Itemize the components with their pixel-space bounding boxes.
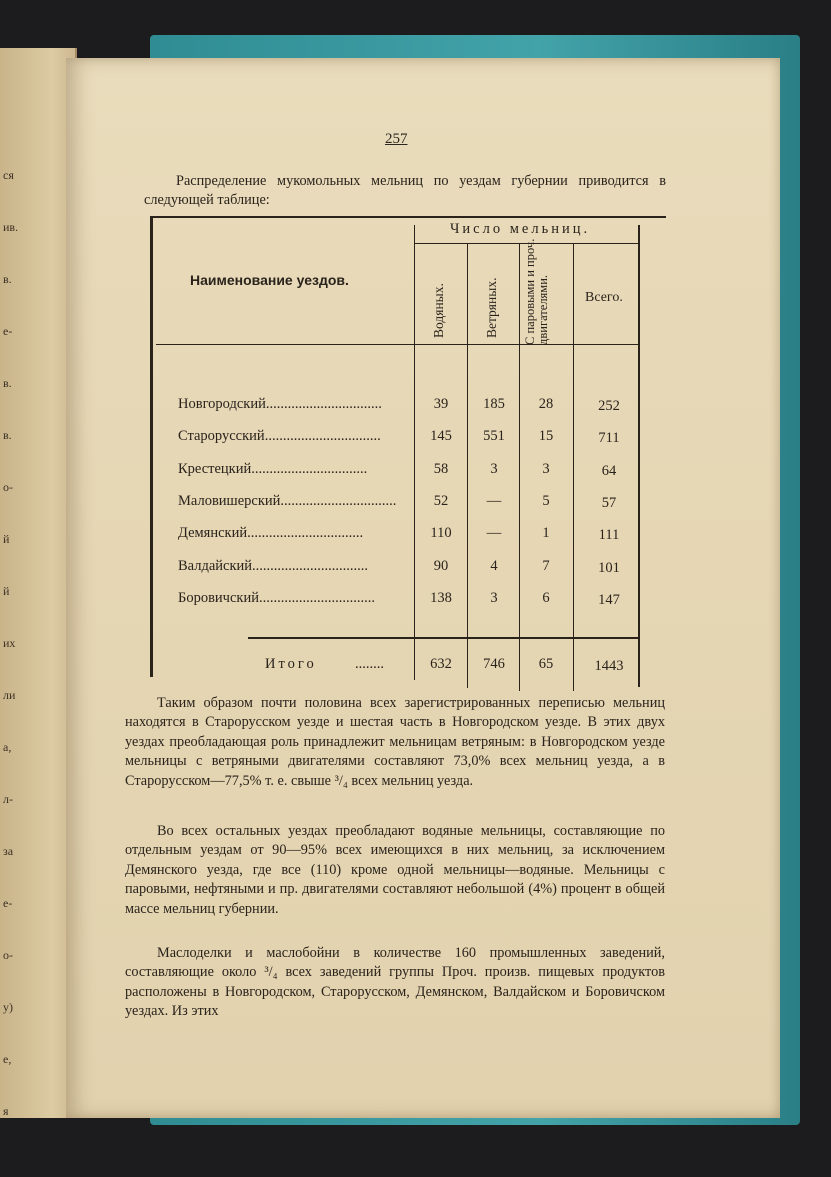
table-cell: 7 bbox=[542, 557, 550, 574]
column-header-steam: С паровыми и проч. двигателями. bbox=[523, 238, 550, 345]
left-page-fragment: у) bbox=[3, 1000, 13, 1014]
left-page-fragment: й bbox=[3, 584, 10, 598]
table-cell: 110 bbox=[430, 525, 452, 542]
table-row bbox=[178, 396, 410, 413]
dot-leader: ................................ bbox=[252, 557, 369, 574]
page-number: 257 bbox=[385, 131, 408, 147]
table-cell: 138 bbox=[430, 589, 452, 606]
body-paragraph-2: Во всех остальных уездах преобладают водяные мельницы, составляющие по отдельным уездам от 90—95% всех имеющихся в них мельниц, за исключением Демянского уезда, где все (110) кроме одной мельницы—водяные. Мельницы с паровыми, нефтяными и пр. двигателями составляют небольшой (4%) процент в общей массе мельниц губернии. bbox=[125, 823, 665, 917]
table-row bbox=[178, 493, 410, 510]
total-label: Итого bbox=[265, 656, 317, 672]
district-name: Маловишерский bbox=[178, 492, 281, 509]
table-cell: — bbox=[486, 525, 502, 542]
left-page-fragment: в. bbox=[3, 272, 12, 286]
table-row bbox=[178, 428, 410, 445]
table-cell: 3 bbox=[490, 589, 498, 606]
district-name-header: Наименование уездов. bbox=[190, 272, 349, 288]
column-divider bbox=[467, 243, 468, 688]
left-page-fragment: в. bbox=[3, 376, 12, 390]
column-divider bbox=[414, 225, 415, 680]
dot-leader: ................................ bbox=[251, 460, 368, 477]
dot-leader: ................................ bbox=[264, 428, 381, 445]
table-cell: 551 bbox=[483, 428, 505, 445]
table-cell: 101 bbox=[598, 559, 620, 576]
body-paragraph-3: Маслоделки и маслобойни в количестве 160 промышленных заведений, составляющие около ³/₄ всех заведений группы Проч. произв. пищевых продуктов расположены в Новгородском, Старорусском, Демянском, Валдайском и Боровичском уездах. Из этих bbox=[125, 945, 665, 1020]
table-cell: 1 bbox=[542, 525, 550, 542]
body-paragraph-1: Таким образом почти половина всех зарегистрированных переписью мельниц находятся в Старорусском уезде и шестая часть в Новгородском уезде. В этих двух уездах преобладающая роль принадлежит мельницам ветряным: в Новгородском уезде мельницы с ветряными двигателями составляют 73,0% всех мельниц уезда, а в Старорусском—77,5% т. е. свыше ³/₄ всех мельниц уезда. bbox=[125, 695, 665, 789]
table-cell: 147 bbox=[598, 591, 620, 608]
table-cell: 3 bbox=[542, 460, 550, 477]
total-all: 1443 bbox=[594, 658, 624, 674]
table-cell: 185 bbox=[483, 396, 505, 412]
left-page-fragment: ли bbox=[3, 688, 16, 702]
table-top-rule bbox=[150, 216, 666, 218]
table-row bbox=[178, 525, 410, 542]
table-row bbox=[178, 461, 410, 478]
dot-leader: ................................ bbox=[265, 396, 382, 412]
district-name: Крестецкий bbox=[178, 460, 252, 477]
table-right-border bbox=[638, 225, 640, 687]
left-page-fragment: ив. bbox=[3, 220, 19, 234]
dot-leader: ................................ bbox=[258, 589, 375, 606]
table-cell: 5 bbox=[542, 492, 550, 509]
left-page-fragment: й bbox=[3, 532, 10, 546]
table-cell: 6 bbox=[542, 589, 550, 606]
district-name: Валдайский bbox=[178, 557, 253, 574]
table-row bbox=[178, 558, 410, 575]
district-name: Демянский bbox=[178, 525, 248, 542]
table-cell: 145 bbox=[430, 428, 452, 445]
column-divider bbox=[573, 243, 574, 691]
group-header: Число мельниц. bbox=[450, 221, 591, 237]
table-cell: 3 bbox=[490, 460, 498, 477]
table-cell: 15 bbox=[538, 428, 554, 445]
total-steam: 65 bbox=[538, 656, 554, 672]
table-left-border bbox=[150, 217, 153, 677]
total-wind: 746 bbox=[483, 656, 505, 672]
left-page-fragment: е, bbox=[3, 1052, 12, 1066]
table-row bbox=[178, 590, 410, 607]
left-page-fragment: за bbox=[3, 844, 14, 858]
left-page-fragment: о- bbox=[3, 948, 13, 962]
column-divider bbox=[519, 243, 520, 691]
left-page-fragment: а, bbox=[3, 740, 12, 754]
column-header-total: Всего. bbox=[585, 290, 623, 305]
total-water: 632 bbox=[430, 656, 452, 672]
total-leader: ........ bbox=[355, 656, 384, 672]
left-page-fragment: я bbox=[3, 1104, 9, 1118]
header-bottom-rule bbox=[156, 344, 640, 345]
dot-leader: ................................ bbox=[247, 525, 364, 542]
table-cell: 111 bbox=[598, 527, 620, 544]
table-cell: — bbox=[486, 492, 502, 509]
table-cell: 28 bbox=[538, 396, 554, 412]
table-cell: 64 bbox=[601, 462, 617, 479]
dot-leader: ................................ bbox=[280, 492, 397, 509]
intro-paragraph: Распределение мукомольных мельниц по уездам губернии приводится в следующей таблице: bbox=[144, 173, 666, 209]
table-cell: 90 bbox=[433, 557, 449, 574]
table-cell: 52 bbox=[433, 492, 449, 509]
district-name: Новгородский bbox=[178, 396, 266, 412]
total-rule bbox=[248, 637, 638, 639]
left-page-fragment: е- bbox=[3, 896, 13, 910]
left-page-fragment: л- bbox=[3, 792, 13, 806]
left-page-fragment: о- bbox=[3, 480, 13, 494]
column-header-wind: Ветряных. bbox=[484, 277, 499, 338]
left-page-fragment: е- bbox=[3, 324, 13, 338]
table-cell: 57 bbox=[601, 494, 617, 511]
table-cell: 4 bbox=[490, 557, 498, 574]
district-name: Боровичский bbox=[178, 589, 259, 606]
left-page-fragment: в. bbox=[3, 428, 12, 442]
table-cell: 711 bbox=[598, 430, 620, 447]
left-page-fragment: ся bbox=[3, 168, 14, 182]
district-name: Старорусский bbox=[178, 428, 265, 445]
column-header-water: Водяных. bbox=[431, 283, 446, 338]
table-cell: 58 bbox=[433, 460, 449, 477]
left-page-fragment: их bbox=[3, 636, 16, 650]
table-cell: 39 bbox=[433, 396, 449, 412]
table-cell: 252 bbox=[598, 398, 620, 414]
